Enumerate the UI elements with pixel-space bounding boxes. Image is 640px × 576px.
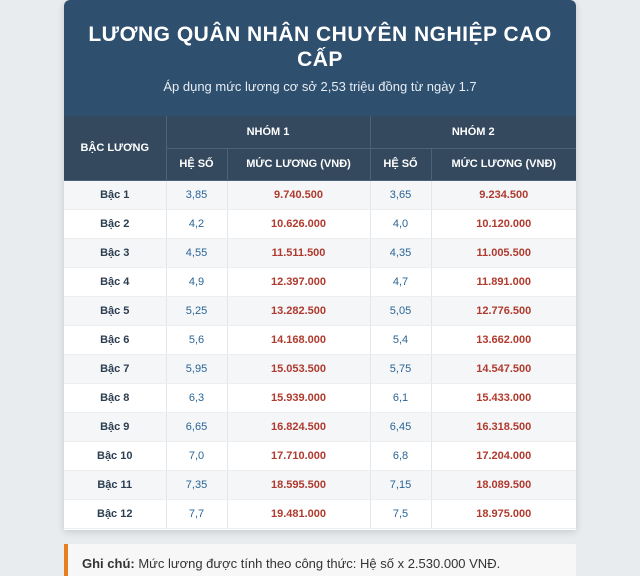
table-row: [64, 267, 576, 296]
cell-level: Bậc 4: [64, 267, 166, 296]
table-row: [64, 296, 576, 325]
cell-coef-1: 3,85: [166, 180, 227, 209]
cell-salary-1: 18.595.500: [227, 470, 370, 499]
page-subtitle: Áp dụng mức lương cơ sở 2,53 triệu đồng từ ngày 1.7: [163, 79, 477, 94]
cell-salary-1: 16.824.500: [227, 412, 370, 441]
cell-salary-2: 11.891.000: [431, 267, 576, 296]
table-header: [64, 116, 576, 180]
cell-salary-2: 14.547.500: [431, 354, 576, 383]
cell-salary-1: 11.511.500: [227, 238, 370, 267]
page-title: LƯƠNG QUÂN NHÂN CHUYÊN NGHIỆP CAO CẤP: [88, 23, 552, 71]
cell-coef-1: 4,2: [166, 209, 227, 238]
cell-level: Bậc 12: [64, 499, 166, 528]
table-row: [64, 470, 576, 499]
table-row: [64, 325, 576, 354]
note-label: Ghi chú:: [82, 556, 135, 571]
table-row: [64, 238, 576, 267]
header-level: BẬC LƯƠNG: [64, 116, 166, 180]
cell-coef-1: 4,55: [166, 238, 227, 267]
cell-salary-1: 13.282.500: [227, 296, 370, 325]
note-box: [64, 544, 576, 576]
cell-coef-2: 6,8: [370, 441, 431, 470]
cell-salary-1: 12.397.000: [227, 267, 370, 296]
table-row: [64, 499, 576, 528]
cell-level: Bậc 2: [64, 209, 166, 238]
cell-coef-1: 5,95: [166, 354, 227, 383]
cell-coef-2: 4,35: [370, 238, 431, 267]
cell-level: Bậc 10: [64, 441, 166, 470]
cell-coef-1: 5,6: [166, 325, 227, 354]
card-header: [64, 0, 576, 116]
cell-level: Bậc 7: [64, 354, 166, 383]
cell-coef-2: 5,4: [370, 325, 431, 354]
cell-salary-1: 9.740.500: [227, 180, 370, 209]
cell-salary-2: 15.433.000: [431, 383, 576, 412]
cell-coef-1: 6,3: [166, 383, 227, 412]
note-text: Mức lương được tính theo công thức: Hệ số x 2.530.000 VNĐ.: [134, 556, 501, 571]
cell-level: Bậc 9: [64, 412, 166, 441]
cell-salary-2: 9.234.500: [431, 180, 576, 209]
cell-salary-2: 10.120.000: [431, 209, 576, 238]
cell-coef-2: 5,05: [370, 296, 431, 325]
cell-salary-1: 17.710.000: [227, 441, 370, 470]
cell-coef-2: 6,45: [370, 412, 431, 441]
cell-salary-1: 19.481.000: [227, 499, 370, 528]
cell-salary-1: 15.053.500: [227, 354, 370, 383]
cell-salary-2: 11.005.500: [431, 238, 576, 267]
table-row: [64, 180, 576, 209]
cell-level: Bậc 1: [64, 180, 166, 209]
cell-coef-2: 5,75: [370, 354, 431, 383]
cell-salary-2: 18.975.000: [431, 499, 576, 528]
header-salary-1: MỨC LƯƠNG (VNĐ): [227, 148, 370, 180]
salary-table: [64, 116, 576, 529]
cell-coef-1: 4,9: [166, 267, 227, 296]
cell-coef-2: 3,65: [370, 180, 431, 209]
header-coef-2: HỆ SỐ: [370, 148, 431, 180]
cell-salary-1: 10.626.000: [227, 209, 370, 238]
table-row: [64, 209, 576, 238]
salary-card: [64, 0, 576, 530]
cell-level: Bậc 3: [64, 238, 166, 267]
cell-coef-2: 4,0: [370, 209, 431, 238]
cell-coef-2: 7,15: [370, 470, 431, 499]
cell-coef-1: 7,35: [166, 470, 227, 499]
header-coef-1: HỆ SỐ: [166, 148, 227, 180]
cell-level: Bậc 8: [64, 383, 166, 412]
cell-level: Bậc 11: [64, 470, 166, 499]
table-body: [64, 180, 576, 528]
header-group-2: NHÓM 2: [370, 116, 576, 148]
cell-coef-1: 5,25: [166, 296, 227, 325]
cell-coef-2: 4,7: [370, 267, 431, 296]
cell-level: Bậc 6: [64, 325, 166, 354]
header-group-1: NHÓM 1: [166, 116, 370, 148]
cell-coef-1: 6,65: [166, 412, 227, 441]
header-salary-2: MỨC LƯƠNG (VNĐ): [431, 148, 576, 180]
cell-coef-2: 7,5: [370, 499, 431, 528]
cell-salary-2: 16.318.500: [431, 412, 576, 441]
cell-coef-1: 7,0: [166, 441, 227, 470]
cell-salary-2: 18.089.500: [431, 470, 576, 499]
cell-salary-2: 13.662.000: [431, 325, 576, 354]
table-row: [64, 354, 576, 383]
cell-coef-1: 7,7: [166, 499, 227, 528]
table-row: [64, 412, 576, 441]
cell-salary-1: 15.939.000: [227, 383, 370, 412]
cell-coef-2: 6,1: [370, 383, 431, 412]
cell-salary-1: 14.168.000: [227, 325, 370, 354]
table-row: [64, 383, 576, 412]
cell-level: Bậc 5: [64, 296, 166, 325]
cell-salary-2: 17.204.000: [431, 441, 576, 470]
cell-salary-2: 12.776.500: [431, 296, 576, 325]
table-row: [64, 441, 576, 470]
